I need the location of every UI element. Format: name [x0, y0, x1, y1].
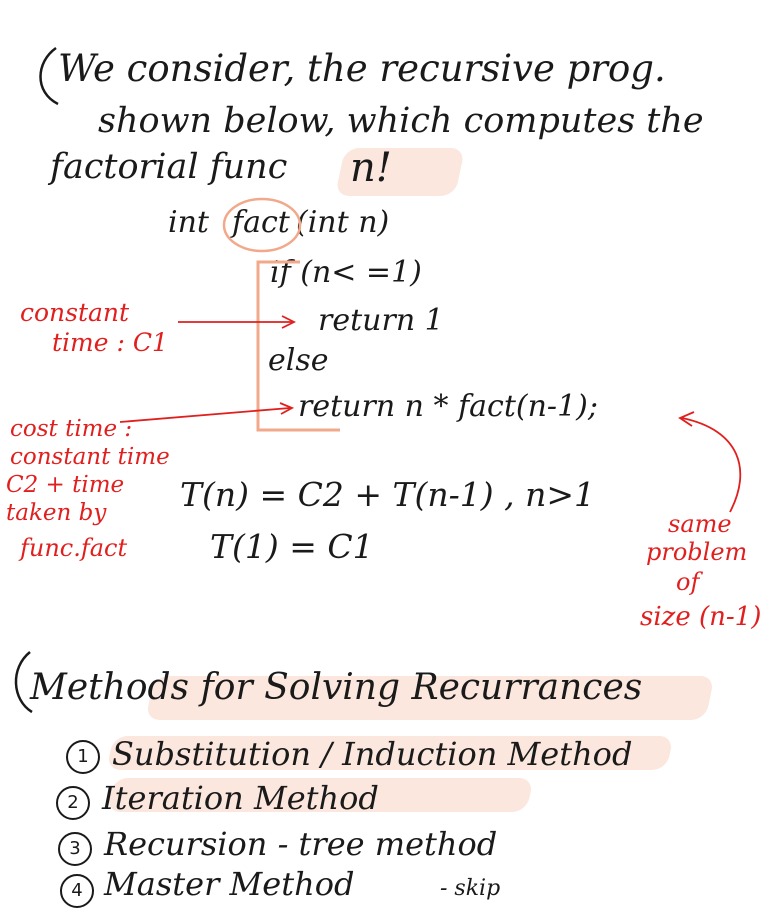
annotation-constant-time: constant time: [10, 444, 170, 470]
intro-line-3-prefix: factorial func: [50, 147, 288, 187]
recurrence-eq-2: T(1) = C1: [210, 527, 374, 566]
opening-paren-methods: [16, 652, 32, 712]
opening-paren-intro: [41, 48, 59, 104]
function-body-bracket: [258, 262, 340, 430]
code-signature-type: int: [168, 205, 209, 240]
arrow-same-problem: [682, 418, 740, 512]
method-item-4: Master Method: [104, 865, 355, 903]
annotation-constant: constant: [20, 298, 130, 327]
annotation-same: same: [668, 510, 732, 538]
recurrence-eq-1: T(n) = C2 + T(n-1) , n>1: [180, 475, 596, 514]
annotation-problem: problem: [646, 538, 748, 566]
arrow-cost-time-line: [120, 408, 290, 422]
annotation-c2-time: C2 + time: [6, 472, 125, 498]
annotation-cost-time: cost time :: [10, 416, 133, 442]
methods-heading: Methods for Solving Recurrances: [30, 667, 643, 708]
method-item-2: Iteration Method: [102, 779, 379, 817]
code-return-one: return 1: [318, 303, 444, 338]
annotation-func-fact: func.fact: [20, 534, 128, 562]
method-item-1: Substitution / Induction Method: [112, 735, 633, 773]
code-if-line: if (n< =1): [270, 255, 422, 290]
intro-n-factorial: n!: [350, 145, 392, 191]
method-number-3: 3: [58, 832, 92, 866]
intro-line-2: shown below, which computes the: [98, 101, 704, 141]
code-return-recursive: return n * fact(n-1);: [298, 389, 598, 424]
circle-fact: [224, 199, 300, 251]
annotation-size: size (n-1): [640, 602, 762, 632]
method-item-4-note: - skip: [440, 876, 501, 901]
code-else: else: [268, 343, 329, 378]
method-number-1: 1: [66, 740, 100, 774]
method-number-2: 2: [56, 786, 90, 820]
annotation-time-c1: time : C1: [52, 328, 168, 357]
code-signature-args: (int n): [296, 205, 390, 240]
intro-line-1: We consider, the recursive prog.: [58, 47, 666, 90]
method-item-3: Recursion - tree method: [104, 825, 498, 863]
code-signature-fn: fact: [232, 205, 290, 240]
method-number-4: 4: [60, 874, 94, 908]
annotation-taken-by: taken by: [6, 500, 107, 526]
annotation-of: of: [676, 568, 700, 596]
